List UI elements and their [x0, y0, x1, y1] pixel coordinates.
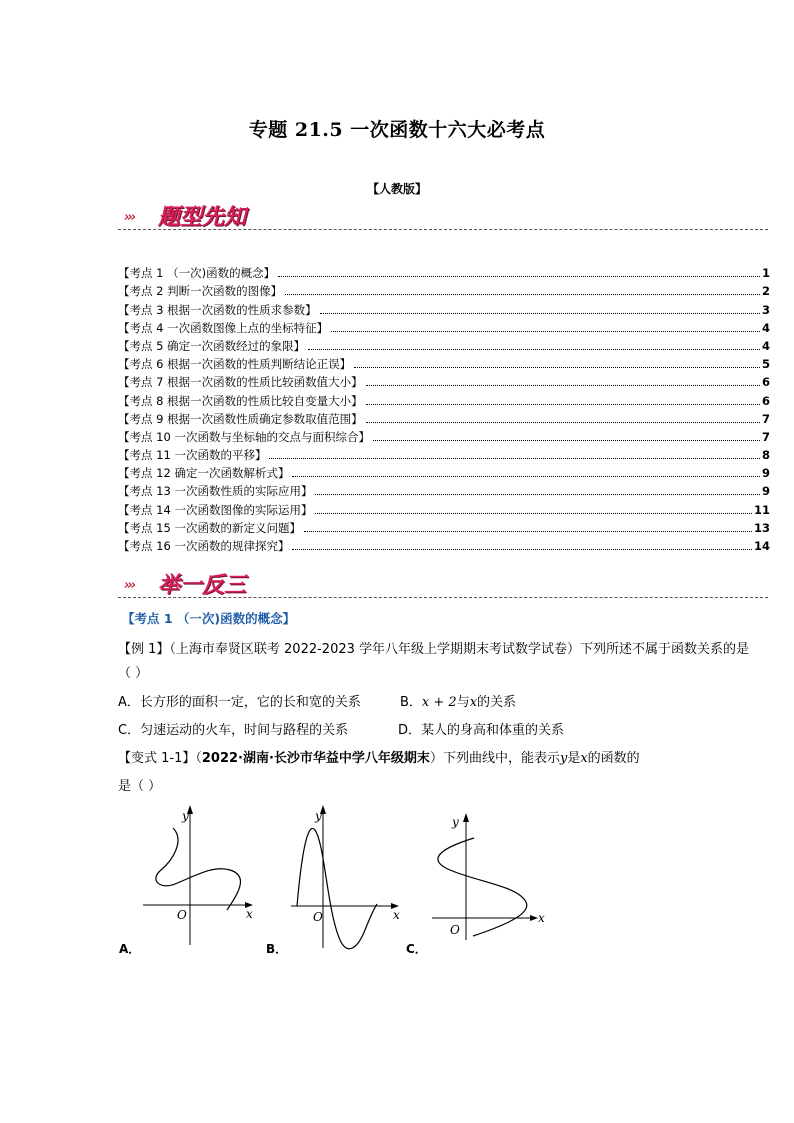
graph-b-label: B． [266, 942, 288, 956]
x-label: x [246, 907, 253, 921]
option-b-mid: 与 [456, 695, 470, 710]
toc-entry[interactable] [118, 462, 770, 480]
toc-entry[interactable] [118, 444, 770, 462]
toc-entry-page: 9 [761, 466, 770, 481]
toc-entry-page: 1 [761, 266, 770, 281]
toc-entry-label: 【考点 11 一次函数的平移】 [118, 448, 267, 463]
toc-leader-dots [315, 494, 760, 495]
toc-leader-dots [278, 276, 760, 277]
toc-entry-page: 6 [761, 375, 770, 390]
y-label: y [452, 815, 459, 829]
example-question: 【例 1】（上海市奉贤区联考 2022-2023 学年八年级上学期期末考试数学试卷）下列所述不属于函数关系的是（ ） [118, 642, 750, 681]
toc-leader-dots [366, 385, 760, 386]
banner-practice [118, 568, 768, 598]
graph-a [135, 800, 260, 950]
toc-entry-label: 【考点 10 一次函数与坐标轴的交点与面积综合】 [118, 429, 370, 444]
graph-c-label: C． [406, 942, 427, 956]
toc-entry-label: 【考点 9 根据一次函数性质确定参数取值范围】 [118, 411, 363, 426]
option-d: D．某人的身高和体重的关系 [398, 723, 565, 738]
toc-entry[interactable] [118, 498, 770, 516]
toc-entry[interactable] [118, 389, 770, 407]
y-arrow-icon [463, 813, 469, 822]
toc-entry-label: 【考点 1 （一次)函数的概念】 [118, 266, 276, 281]
variant-question-line2: 是（ ） [118, 779, 162, 794]
toc-entry-label: 【考点 15 一次函数的新定义问题】 [118, 520, 301, 535]
variant-source: 2022·湖南·长沙市华益中学八年级期末 [201, 751, 430, 766]
toc-entry-label: 【考点 2 判断一次函数的图像】 [118, 284, 283, 299]
y-label: y [182, 809, 189, 823]
toc-leader-dots [292, 549, 752, 550]
toc-entry-label: 【考点 13 一次函数性质的实际应用】 [118, 484, 313, 499]
toc-entry-page: 14 [753, 539, 770, 553]
table-of-contents [118, 262, 770, 553]
origin-label: O [450, 923, 460, 937]
option-b [400, 691, 516, 710]
toc-entry-label: 【考点 8 根据一次函数的性质比较自变量大小】 [118, 393, 363, 408]
toc-leader-dots [269, 458, 760, 459]
toc-leader-dots [331, 331, 760, 332]
toc-entry-page: 5 [761, 357, 770, 372]
toc-entry-page: 6 [761, 393, 770, 408]
graph-c [428, 808, 558, 943]
banner-rule [118, 597, 768, 598]
toc-leader-dots [308, 349, 760, 350]
toc-leader-dots [366, 422, 760, 423]
toc-entry[interactable] [118, 353, 770, 371]
toc-entry[interactable] [118, 408, 770, 426]
toc-entry[interactable] [118, 517, 770, 535]
variant-var-y: y [559, 751, 568, 766]
section-heading: 【考点 1 （一次)函数的概念】 [122, 611, 296, 626]
x-label: x [393, 908, 400, 922]
toc-entry-page: 11 [753, 502, 770, 517]
document-title: 专题 21.5 一次函数十六大必考点 [248, 119, 546, 141]
option-b-suffix: 的关系 [477, 695, 517, 710]
toc-entry-label: 【考点 7 根据一次函数的性质比较函数值大小】 [118, 375, 363, 390]
variant-mid2: 是 [567, 751, 581, 766]
toc-leader-dots [304, 531, 752, 532]
toc-entry-label: 【考点 14 一次函数图像的实际运用】 [118, 502, 313, 517]
toc-entry-label: 【考点 6 根据一次函数的性质判断结论正误】 [118, 357, 352, 372]
banner-arrows-icon: ››› [124, 578, 135, 593]
toc-entry[interactable] [118, 298, 770, 316]
toc-leader-dots [285, 294, 760, 295]
curve [297, 828, 377, 948]
toc-entry[interactable] [118, 262, 770, 280]
banner-title: 举一反三 [158, 572, 247, 598]
toc-entry[interactable] [118, 535, 770, 553]
toc-entry-page: 7 [761, 429, 770, 444]
option-a: A．长方形的面积一定，它的长和宽的关系 [118, 695, 361, 710]
toc-entry-label: 【考点 16 一次函数的规律探究】 [118, 539, 290, 553]
option-b-var: x [469, 695, 478, 710]
toc-entry-page: 8 [761, 448, 770, 463]
curve [438, 838, 527, 936]
toc-entry[interactable] [118, 335, 770, 353]
variant-suffix: 的函数的 [587, 751, 640, 766]
banner-arrows-icon: ››› [124, 210, 135, 225]
toc-entry-page: 3 [761, 302, 770, 317]
toc-leader-dots [320, 313, 760, 314]
variant-question [118, 747, 640, 766]
toc-leader-dots [292, 476, 760, 477]
toc-leader-dots [315, 513, 752, 514]
graph-b [285, 800, 410, 952]
toc-entry-page: 13 [753, 520, 770, 535]
toc-entry[interactable] [118, 426, 770, 444]
toc-entry-page: 9 [761, 484, 770, 499]
option-b-expr: x + 2 [421, 695, 457, 710]
variant-mid: ）下列曲线中，能表示 [429, 751, 560, 766]
origin-label: O [177, 908, 187, 922]
variant-var-x: x [580, 751, 588, 766]
banner-question-types [118, 200, 768, 230]
banner-title: 题型先知 [158, 204, 247, 230]
toc-entry-page: 4 [761, 338, 770, 353]
toc-leader-dots [373, 440, 760, 441]
option-b-prefix: B． [400, 695, 422, 710]
toc-entry[interactable] [118, 317, 770, 335]
toc-entry-label: 【考点 12 确定一次函数解析式】 [118, 466, 290, 481]
x-arrow-icon [530, 915, 538, 921]
toc-entry-page: 7 [761, 411, 770, 426]
toc-entry[interactable] [118, 480, 770, 498]
toc-entry-label: 【考点 4 一次函数图像上点的坐标特征】 [118, 320, 329, 335]
variant-prefix: 【变式 1-1】（ [118, 751, 202, 766]
toc-entry[interactable] [118, 280, 770, 298]
toc-leader-dots [354, 367, 760, 368]
banner-rule [118, 229, 768, 230]
x-label: x [538, 911, 545, 925]
option-c: C．匀速运动的火车，时间与路程的关系 [118, 723, 349, 738]
graph-a-label: A． [119, 942, 141, 956]
toc-entry-label: 【考点 3 根据一次函数的性质求参数】 [118, 302, 317, 317]
toc-leader-dots [366, 404, 760, 405]
edition-label: 【人教版】 [366, 182, 427, 196]
y-label: y [315, 809, 322, 823]
origin-label: O [313, 910, 323, 924]
toc-entry-label: 【考点 5 确定一次函数经过的象限】 [118, 338, 306, 353]
toc-entry-page: 2 [761, 284, 770, 299]
toc-entry-page: 4 [761, 320, 770, 335]
toc-entry[interactable] [118, 371, 770, 389]
curve [156, 828, 241, 910]
